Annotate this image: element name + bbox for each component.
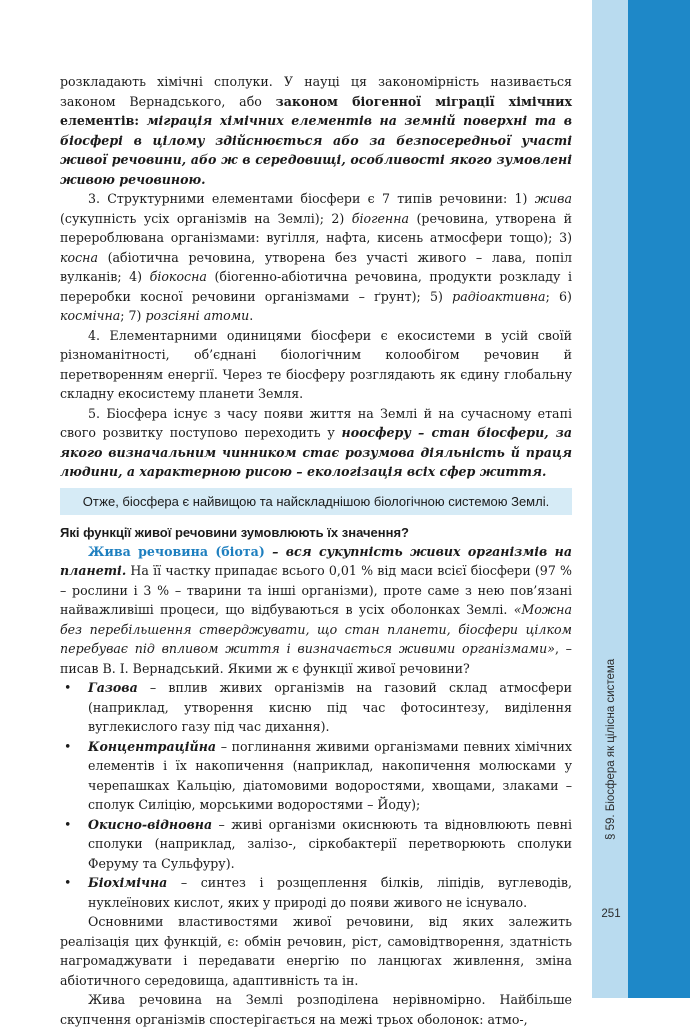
page-number: 251 bbox=[601, 908, 621, 920]
law-definition: міграція хімічних елементів на земній поверхні та в біосфері в цілому здійснюється або за безпосередньої участі живої речовини, або ж в середовищі, особливості якого зумовлені живою речовиною. bbox=[60, 113, 572, 187]
section-title: § 59. Біосфера як цілісна система bbox=[605, 658, 617, 840]
function-description: – вплив живих організмів на газовий склад атмосфери (наприклад, утворення кисню під час фотосинтезу, виділення вуглекислого газу під час дихання). bbox=[88, 680, 572, 734]
text-run: 5. Біосфера існує з часу появи життя на Землі й на сучасному етапі свого розвитку поступово переходить у bbox=[60, 405, 572, 440]
text-run: . bbox=[249, 308, 254, 323]
text-run: На її частку припадає всього 0,01 % від маси всієї біосфери (97 % – рослини і 3 % – тварини та інші організми), проте саме з нею пов’язані найважливіші процеси, що відбуваються в усіх оболонках Землі. bbox=[60, 563, 572, 617]
text-run: (біогенно-абіотична речовина, продукти розкладу і переробки косної речовини організмами – ґрунт); 5) bbox=[60, 269, 572, 304]
function-description: – живі організми окиснюють та відновлюють певні сполуки (наприклад, залізо-, сіркобактерії перетворюють сполуки Феруму та Сульфуру). bbox=[88, 816, 572, 871]
section-heading: Які функції живої речовини зумовлюють їх значення? bbox=[60, 524, 409, 540]
paragraph-distribution: Жива речовина на Землі розподілена нерівномірно. Найбільше скупчення організмів спостерігається на межі трьох оболонок: атмо-, bbox=[60, 992, 572, 1027]
conclusion-box: Отже, біосфера є найвищою та найскладнішою біологічною системою Землі. bbox=[60, 488, 572, 515]
function-name: Окисно-відновна bbox=[88, 816, 213, 832]
paragraph-living-matter bbox=[60, 542, 572, 679]
text-run: ; 7) bbox=[120, 308, 146, 323]
text-run: (абіотична речовина, утворена без участі живого – лава, попіл вулканів; 4) bbox=[60, 249, 572, 284]
term-noosphere: ноосферу bbox=[341, 425, 411, 440]
functions-list bbox=[60, 678, 572, 912]
paragraph-structure bbox=[60, 189, 572, 326]
list-item bbox=[88, 873, 572, 912]
term-italic: розсіяні атоми bbox=[145, 308, 250, 323]
text-run: розкладають хімічні сполуки. У науці ця закономірність називається законом Вернадського, або bbox=[60, 74, 572, 109]
text-run: ; 6) bbox=[545, 288, 572, 304]
list-item bbox=[88, 737, 572, 815]
function-description: – синтез і розщеплення білків, ліпідів, вуглеводів, нуклеїнових кислот, яких у природі до появи живого не існувало. bbox=[88, 875, 572, 910]
term-italic: жива bbox=[534, 191, 572, 206]
page-content bbox=[60, 72, 572, 1029]
text-run: 3. Структурними елементами біосфери є 7 типів речовини: 1) bbox=[88, 191, 535, 206]
text-run: (речовина, утворена й перероблювана організмами: вугілля, нафта, кисень атмосфери тощо); 3) bbox=[60, 210, 572, 245]
noosphere-definition: – стан біосфери, за якого визначальним чинником стає розумова діяльність й праця людини, а характерною рисою – екологізація всіх сфер життя. bbox=[60, 425, 572, 479]
term-italic: біогенна bbox=[351, 210, 410, 226]
term-living-matter: Жива речовина (біота) bbox=[88, 543, 265, 559]
text-run: , – писав В. І. Вернадський. Якими ж є функції живої речовини? bbox=[60, 641, 572, 676]
function-name: Біохімічна bbox=[88, 875, 168, 890]
term-italic: радіоактивна bbox=[452, 288, 546, 304]
function-name: Концентраційна bbox=[88, 738, 217, 754]
sidebar-light-stripe bbox=[592, 0, 628, 998]
paragraph-ecosystems: 4. Елементарними одиницями біосфери є екосистеми в усій своїй різноманітності, об’єднані біологічним колообігом речовин й перетворенням енергії. Через те біосферу розглядають як єдину глобальну складну екосистему планети Земля. bbox=[60, 327, 572, 401]
quote: «Можна без перебільшення стверджувати, що стан планети, біосфери цілком перебуває під впливом життя і визначається живими організмами» bbox=[60, 602, 572, 656]
paragraph-vernadsky-law bbox=[60, 72, 572, 189]
law-name: законом біогенної міграції хімічних елементів: bbox=[60, 93, 572, 128]
paragraph-properties: Основними властивостями живої речовини, від яких залежить реалізація цих функцій, є: обмін речовин, ріст, самовідтворення, здатність нагромаджувати і передавати енергію по ланцюгах живлення, зміна абіотичного середовища, адаптивність та ін. bbox=[60, 914, 572, 988]
term-italic: біокосна bbox=[149, 269, 207, 284]
definition-italic: – вся сукупність живих організмів на планеті. bbox=[60, 543, 572, 578]
term-italic: космічна bbox=[60, 308, 121, 323]
paragraph-noosphere bbox=[60, 404, 572, 482]
sidebar-dark-stripe bbox=[628, 0, 690, 998]
section-title-vertical bbox=[598, 620, 624, 840]
list-item bbox=[88, 815, 572, 874]
list-item bbox=[88, 678, 572, 737]
text-run: (сукупність усіх організмів на Землі); 2) bbox=[60, 210, 352, 226]
function-description: – поглинання живими організмами певних хімічних елементів і їх накопичення (наприклад, накопичення молюсками у черепашках Кальцію, діатомовими водоростями, хвощами, злаками – сполук Силіцію, морськими водоростями – Йоду); bbox=[88, 738, 572, 812]
function-name: Газова bbox=[88, 680, 138, 695]
term-italic: косна bbox=[60, 249, 98, 265]
